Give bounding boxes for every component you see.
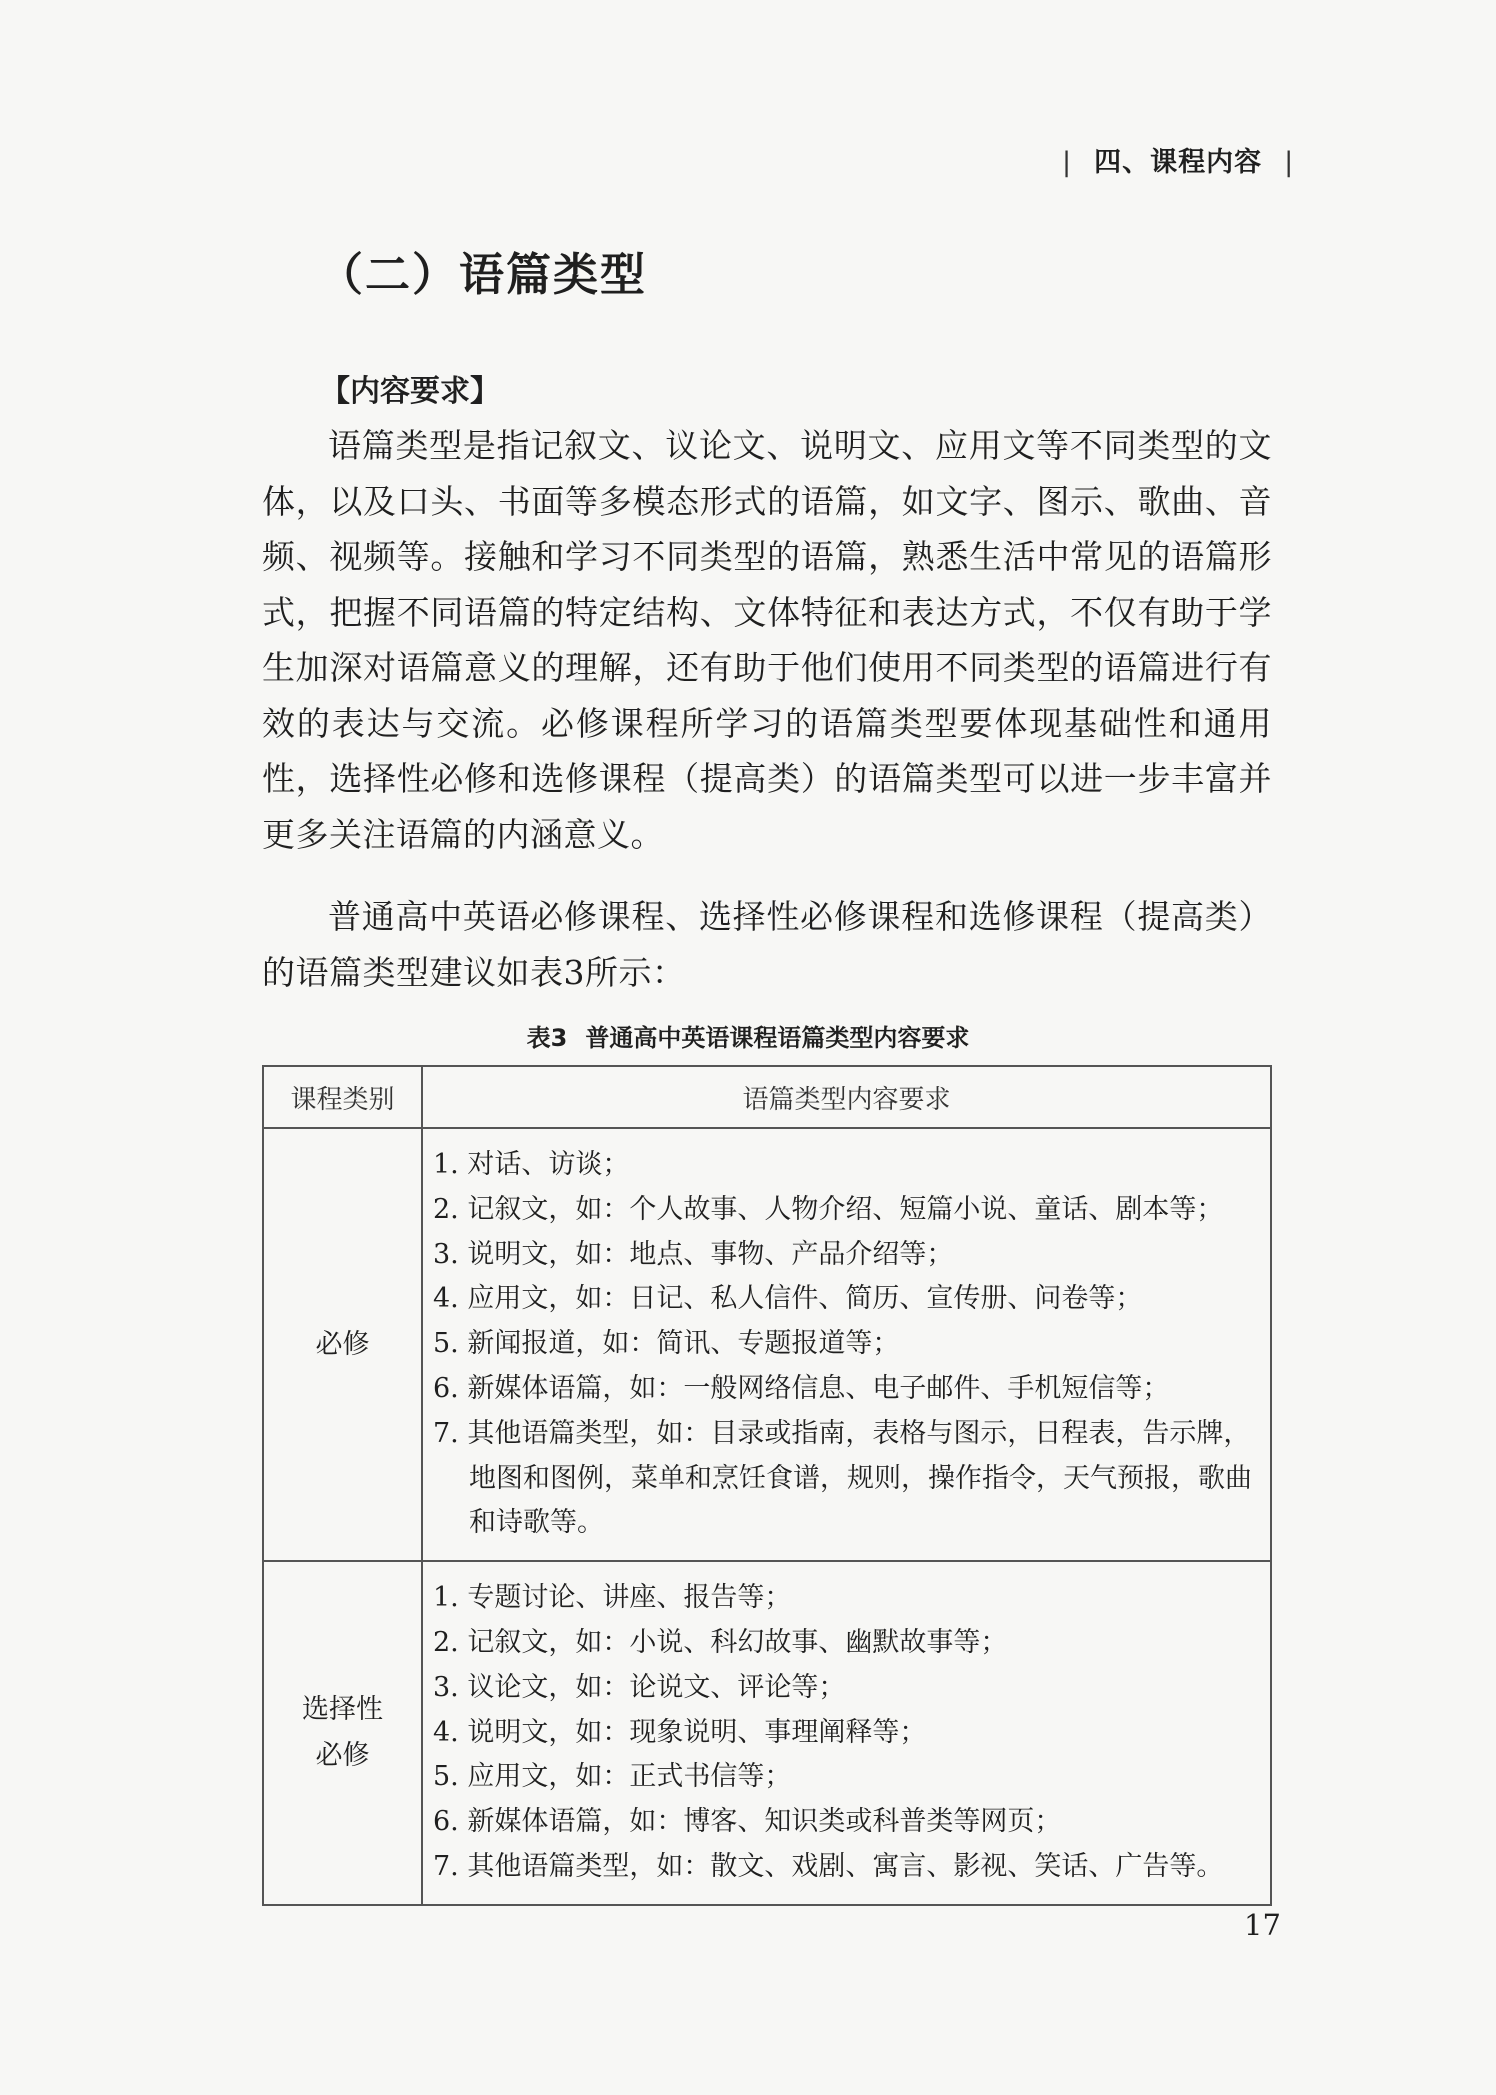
list-item <box>433 1188 1258 1233</box>
list-item <box>433 1277 1258 1322</box>
list-item-text: 新媒体语篇，如：博客、知识类或科普类等网页； <box>467 1806 1062 1838</box>
table-header-row <box>263 1066 1271 1128</box>
list-item <box>433 1367 1258 1412</box>
list-item-number: 2. <box>433 1626 459 1658</box>
header-separator-left: | <box>1062 147 1073 178</box>
list-item <box>433 1233 1258 1278</box>
table-caption <box>0 1018 1496 1053</box>
list-item <box>433 1800 1258 1845</box>
list-item <box>433 1143 1258 1188</box>
table-caption-title: 普通高中英语课程语篇类型内容要求 <box>585 1024 970 1052</box>
list-item <box>433 1412 1258 1546</box>
list-item-number: 6. <box>433 1372 459 1404</box>
list-item-text: 其他语篇类型，如：散文、戏剧、寓言、影视、笑话、广告等。 <box>467 1850 1224 1882</box>
table-caption-number: 表3 <box>526 1024 568 1052</box>
list-item-number: 5. <box>433 1328 459 1360</box>
list-item-text: 其他语篇类型，如：目录或指南，表格与图示，日程表，告示牌，地图和图例，菜单和烹饪食谱，规则，操作指令，天气预报，歌曲和诗歌等。 <box>467 1417 1252 1539</box>
list-item-number: 6. <box>433 1806 459 1838</box>
page-number: 17 <box>1244 1908 1281 1942</box>
list-item-number: 2. <box>433 1193 459 1225</box>
list-item-text: 议论文，如：论说文、评论等； <box>467 1671 846 1703</box>
intro-paragraph: 语篇类型是指记叙文、议论文、说明文、应用文等不同类型的文体，以及口头、书面等多模态形式的语篇，如文字、图示、歌曲、音频、视频等。接触和学习不同类型的语篇，熟悉生活中常见的语篇形式，把握不同语篇的特定结构、文体特征和表达方式，不仅有助于学生加深对语篇意义的理解，还有助于他们使用不同类型的语篇进行有效的表达与交流。必修课程所学习的语篇类型要体现基础性和通用性，选择性必修和选修课程（提高类）的语篇类型可以进一步丰富并更多关注语篇的内涵意义。 <box>262 426 1272 854</box>
course-category-line: 必修 <box>315 1739 370 1771</box>
table-reference-paragraph: 普通高中英语必修课程、选择性必修课程和选修课程（提高类）的语篇类型建议如表3所示： <box>262 897 1272 992</box>
list-item-text: 对话、访谈； <box>467 1149 630 1180</box>
section-title: （二）语篇类型 <box>318 248 648 301</box>
list-item-text: 应用文，如：日记、私人信件、简历、宣传册、问卷等； <box>467 1283 1143 1315</box>
list-item <box>433 1621 1258 1666</box>
list-item-number: 7. <box>433 1850 459 1882</box>
list-item-text: 新闻报道，如：简讯、专题报道等； <box>467 1328 900 1360</box>
list-item-number: 1. <box>433 1149 459 1180</box>
requirements-cell <box>422 1561 1271 1905</box>
list-item <box>433 1845 1258 1890</box>
running-title: 四、课程内容 <box>1094 147 1263 178</box>
course-category-line: 选择性 <box>302 1693 383 1725</box>
list-item-text: 说明文，如：现象说明、事理阐释等； <box>467 1716 927 1748</box>
list-item-number: 4. <box>433 1716 459 1748</box>
list-item <box>433 1711 1258 1756</box>
list-item-number: 7. <box>433 1417 459 1449</box>
list-item <box>433 1755 1258 1800</box>
list-item <box>433 1576 1258 1621</box>
list-item-number: 5. <box>433 1761 459 1793</box>
course-category-cell <box>263 1561 422 1905</box>
list-item-text: 新媒体语篇，如：一般网络信息、电子邮件、手机短信等； <box>467 1372 1170 1404</box>
list-item-number: 3. <box>433 1671 459 1703</box>
content-requirement-label: 【内容要求】 <box>320 374 500 409</box>
course-category-cell <box>263 1128 422 1561</box>
requirements-cell <box>422 1128 1271 1561</box>
list-item <box>433 1322 1258 1367</box>
table-row <box>263 1561 1271 1905</box>
course-category-line: 必修 <box>315 1328 370 1360</box>
table-body <box>263 1128 1271 1905</box>
running-header <box>1040 140 1316 179</box>
list-item <box>433 1666 1258 1711</box>
discourse-type-table <box>262 1065 1272 1906</box>
list-item-text: 说明文，如：地点、事物、产品介绍等； <box>467 1238 954 1270</box>
column-header-category: 课程类别 <box>263 1066 422 1128</box>
list-item-number: 1. <box>433 1582 459 1614</box>
table-row <box>263 1128 1271 1561</box>
list-item-number: 3. <box>433 1238 459 1270</box>
list-item-text: 记叙文，如：个人故事、人物介绍、短篇小说、童话、剧本等； <box>467 1193 1224 1225</box>
list-item-text: 专题讨论、讲座、报告等； <box>467 1582 792 1614</box>
list-item-number: 4. <box>433 1283 459 1315</box>
list-item-text: 记叙文，如：小说、科幻故事、幽默故事等； <box>467 1626 1008 1658</box>
list-item-text: 应用文，如：正式书信等； <box>467 1761 792 1793</box>
column-header-requirements: 语篇类型内容要求 <box>422 1066 1271 1128</box>
header-separator-right: | <box>1284 147 1295 178</box>
